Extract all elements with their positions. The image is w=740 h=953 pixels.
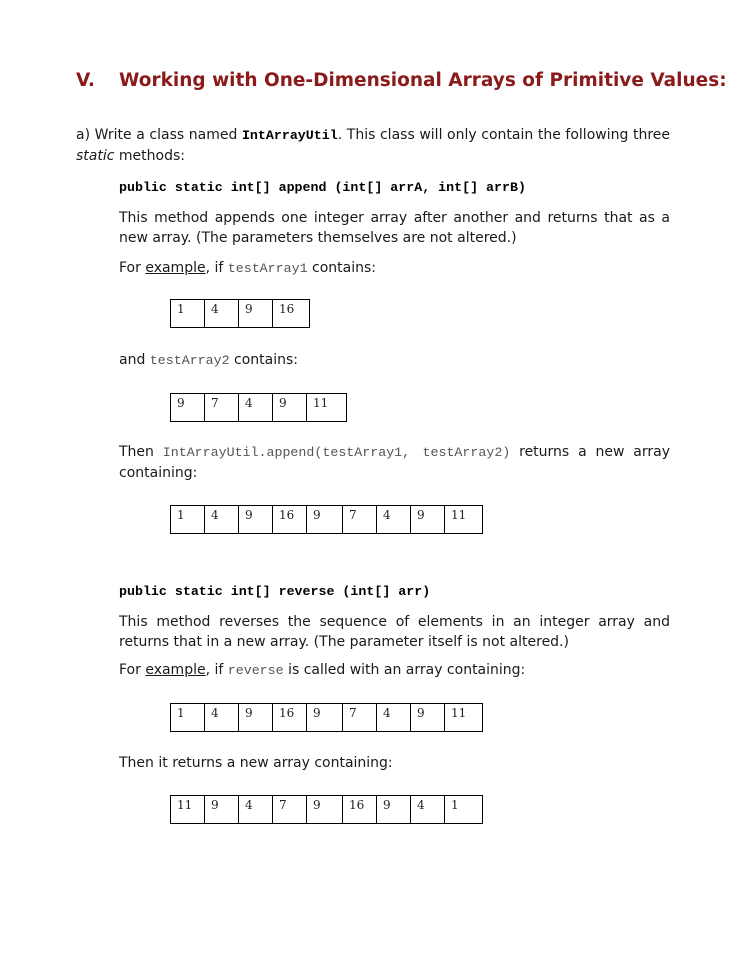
array-cell: 9 bbox=[411, 506, 445, 533]
array-cell: 4 bbox=[239, 394, 273, 421]
array-cell: 16 bbox=[279, 302, 295, 316]
array-cell: 9 bbox=[273, 394, 307, 421]
append-and-line: and testArray2 contains: bbox=[119, 352, 299, 368]
array-reverse-input bbox=[170, 703, 483, 732]
array-cell: 4 bbox=[239, 796, 273, 823]
array-cell: 16 bbox=[273, 704, 307, 731]
array-cell: 7 bbox=[343, 704, 377, 731]
reverse-description: This method reverses the sequence of elements in an integer array and returns that in a new array. (The parameter itself is not altered.) bbox=[119, 614, 670, 650]
append-example-line: For example, if testArray1 contains: bbox=[119, 260, 376, 276]
array-append-result bbox=[170, 505, 483, 534]
array-cell: 4 bbox=[205, 506, 239, 533]
array-test1 bbox=[170, 299, 310, 328]
reverse-signature: public static int[] reverse (int[] arr) bbox=[119, 584, 431, 599]
array-cell: 16 bbox=[343, 796, 377, 823]
section-heading bbox=[76, 70, 727, 91]
part-a-label: a) bbox=[76, 127, 91, 143]
array-cell: 9 bbox=[307, 704, 343, 731]
array-cell: 9 bbox=[239, 300, 273, 327]
array-cell: 4 bbox=[377, 704, 411, 731]
array-reverse-output bbox=[170, 795, 483, 824]
array-cell: 11 bbox=[451, 706, 467, 720]
array-cell: 7 bbox=[273, 796, 307, 823]
array-cell: 4 bbox=[205, 300, 239, 327]
array-test2 bbox=[170, 393, 347, 422]
array-cell: 4 bbox=[377, 506, 411, 533]
array-cell: 9 bbox=[239, 704, 273, 731]
array-cell: 9 bbox=[377, 796, 411, 823]
array-cell: 1 bbox=[451, 798, 459, 812]
array-cell: 9 bbox=[411, 704, 445, 731]
array-cell: 11 bbox=[171, 796, 205, 823]
array-cell: 11 bbox=[313, 396, 329, 410]
array-cell: 9 bbox=[307, 796, 343, 823]
array-cell: 1 bbox=[171, 506, 205, 533]
append-then-line: Then IntArrayUtil.append(testArray1, testArray2) returns a new array containing: bbox=[119, 444, 670, 481]
array-cell: 16 bbox=[273, 506, 307, 533]
array-cell: 1 bbox=[171, 300, 205, 327]
array-cell: 7 bbox=[205, 394, 239, 421]
array-cell: 9 bbox=[307, 506, 343, 533]
class-name: IntArrayUtil bbox=[241, 128, 338, 143]
array-cell: 1 bbox=[171, 704, 205, 731]
part-a-intro: a) Write a class named IntArrayUtil. This class will only contain the following three static methods: bbox=[76, 127, 670, 164]
append-description: This method appends one integer array after another and returns that as a new array. (The parameters themselves are not altered.) bbox=[119, 210, 670, 246]
array-cell: 11 bbox=[451, 508, 467, 522]
section-title: Working with One-Dimensional Arrays of Primitive Values: bbox=[119, 70, 727, 91]
section-number: V. bbox=[76, 70, 95, 91]
array-cell: 9 bbox=[239, 506, 273, 533]
array-cell: 4 bbox=[205, 704, 239, 731]
array-cell: 9 bbox=[171, 394, 205, 421]
array-cell: 4 bbox=[411, 796, 445, 823]
reverse-then-line: Then it returns a new array containing: bbox=[119, 755, 393, 771]
array-cell: 7 bbox=[343, 506, 377, 533]
reverse-example-line: For example, if reverse is called with an array containing: bbox=[119, 662, 526, 678]
array-cell: 9 bbox=[205, 796, 239, 823]
append-signature: public static int[] append (int[] arrA, int[] arrB) bbox=[119, 180, 526, 195]
